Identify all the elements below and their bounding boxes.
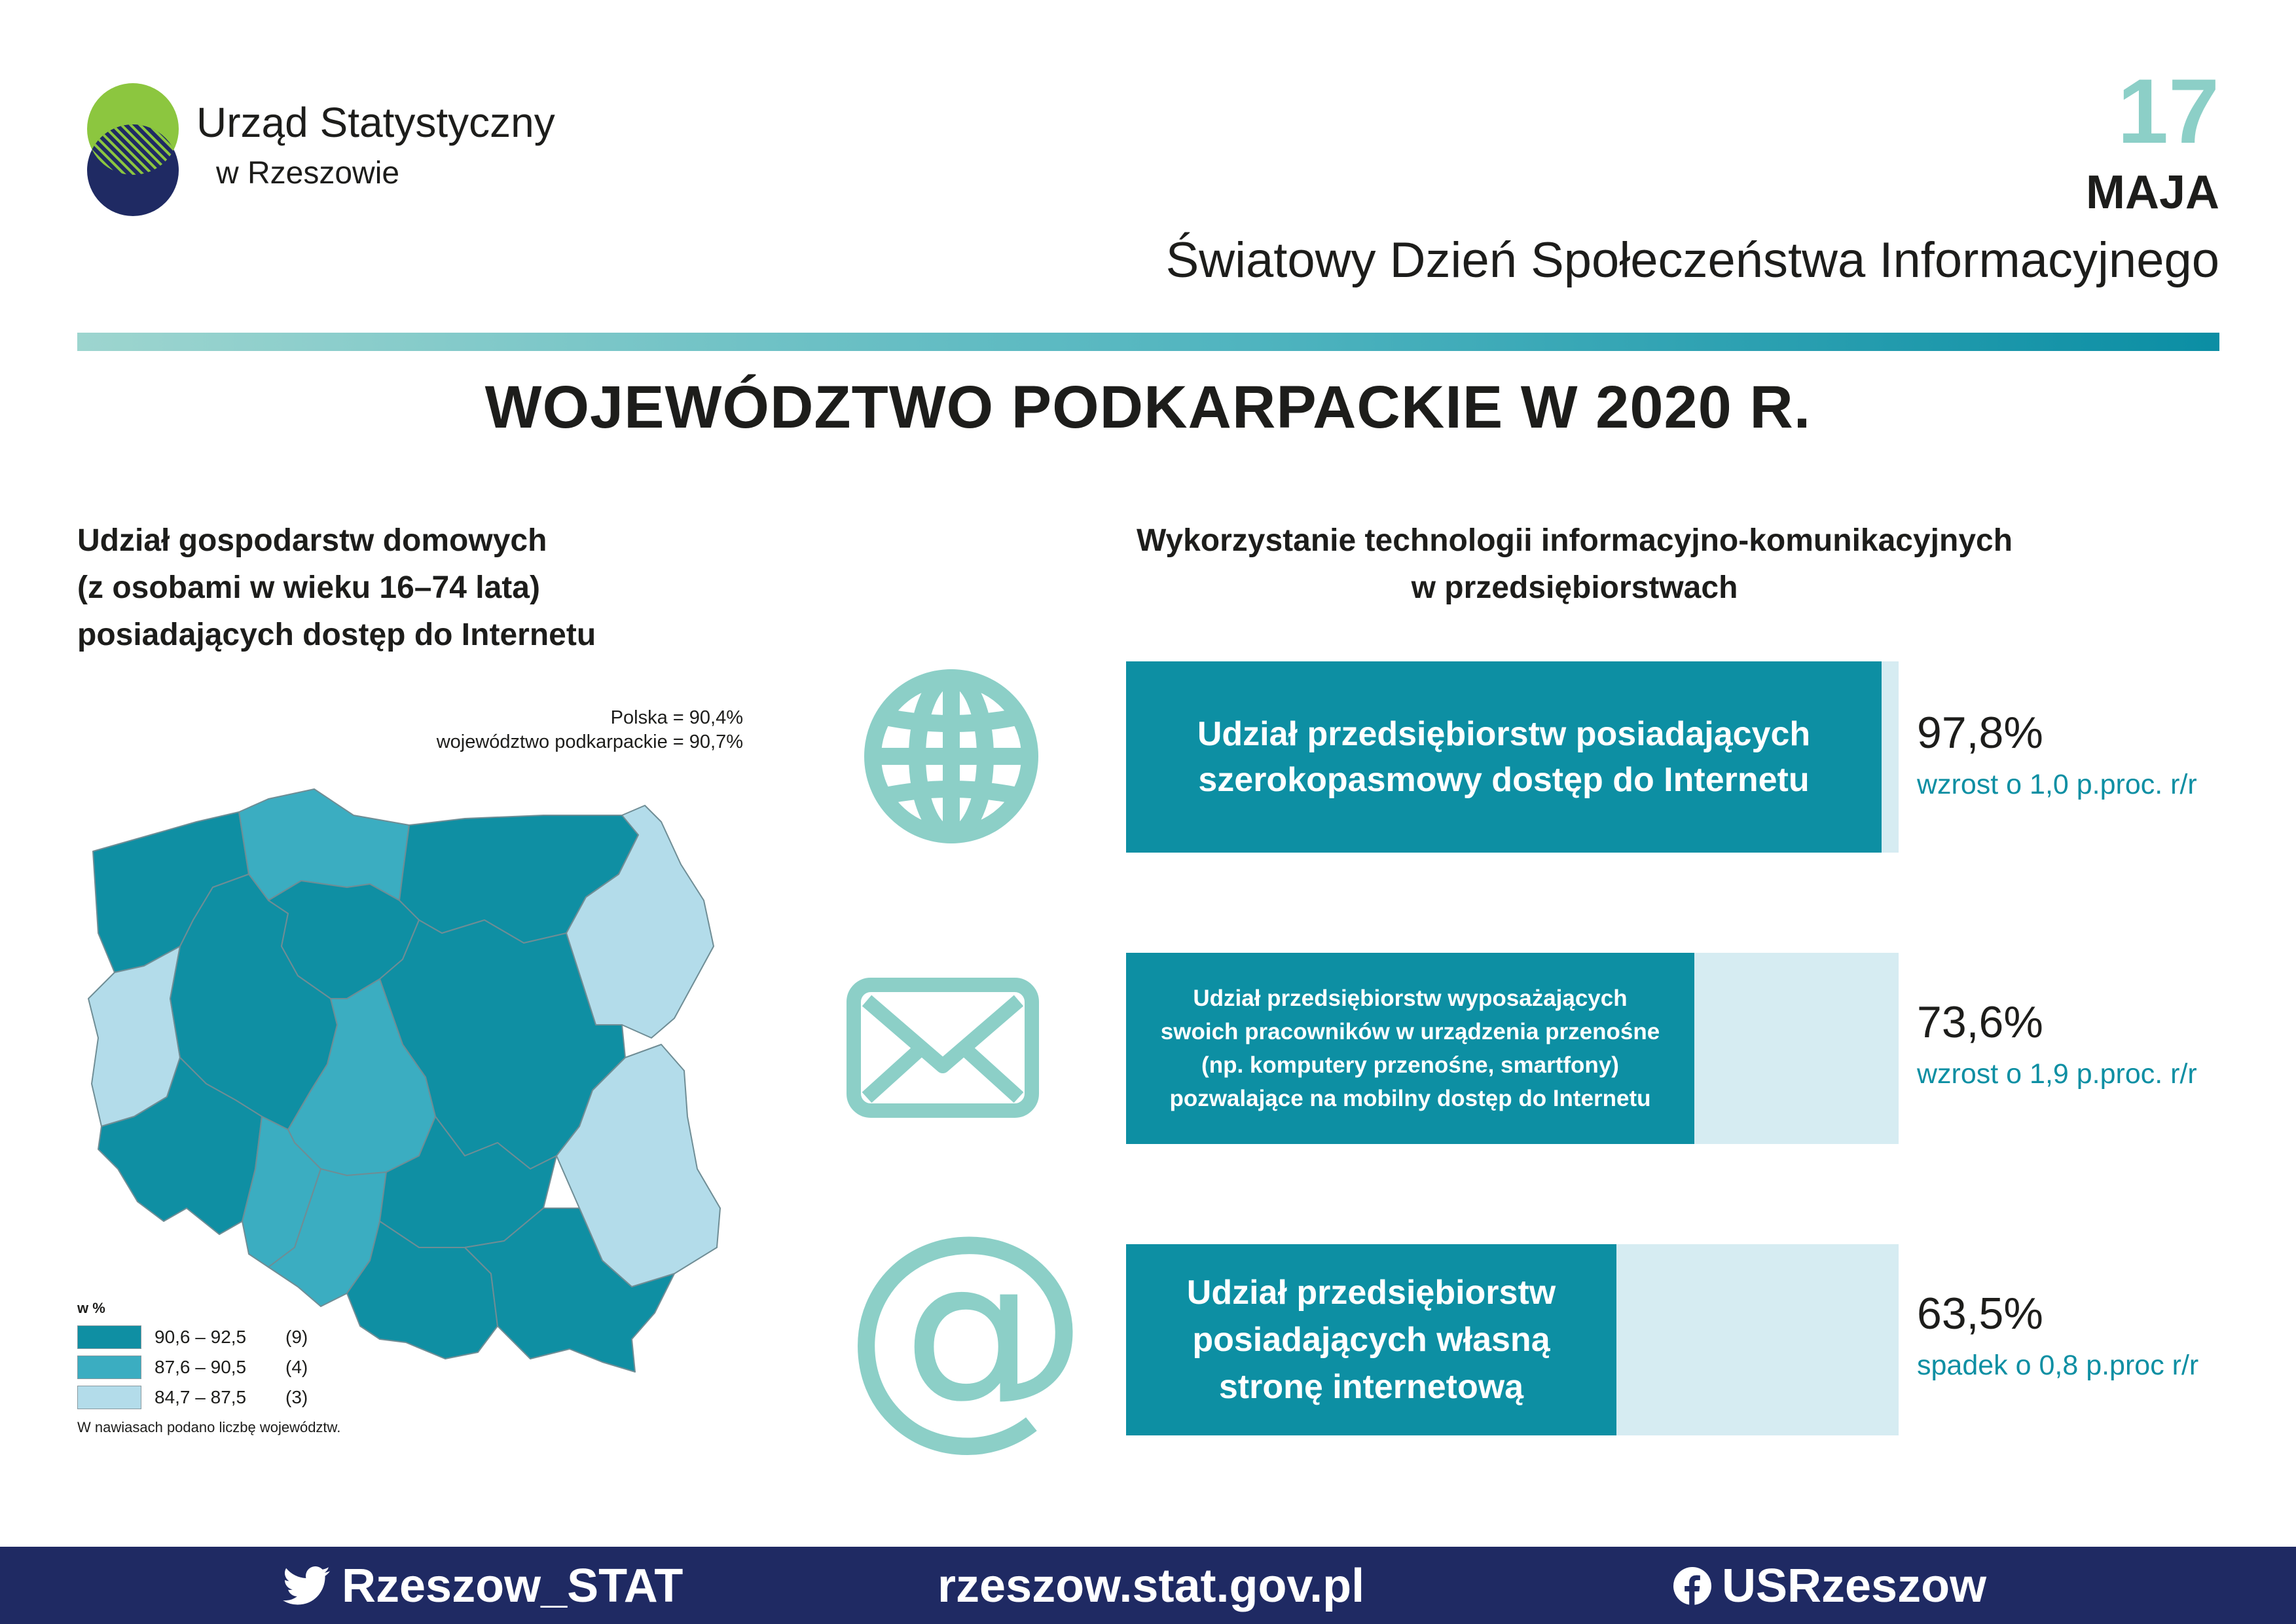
value-broadband: 97,8%	[1917, 708, 2043, 758]
globe-icon	[863, 661, 1040, 851]
value-mobile-devices: 73,6%	[1917, 997, 2043, 1047]
twitter-icon	[283, 1566, 330, 1606]
org-name: Urząd Statystyczny	[196, 99, 555, 146]
facebook-link[interactable]	[1673, 1555, 1986, 1617]
legend-swatch	[77, 1386, 141, 1409]
legend-range: 87,6 – 90,5	[155, 1357, 247, 1377]
bar-mobile-devices: Udział przedsiębiorstw wyposażających swoich pracowników w urządzenia przenośne (np. komputery przenośne, smartfony) pozwalające na mobilny dostęp do Internetu	[1126, 953, 1694, 1144]
legend-range: 84,7 – 87,5	[155, 1387, 247, 1407]
twitter-link[interactable]	[283, 1555, 683, 1617]
event-title: Światowy Dzień Społeczeństwa Informacyjnego	[1165, 232, 2219, 288]
map-heading: Udział gospodarstw domowych (z osobami w wieku 16–74 lata) posiadających dostęp do Internetu	[77, 523, 596, 652]
bar-broadband: Udział przedsiębiorstw posiadających szerokopasmowy dostęp do Internetu	[1126, 661, 1882, 853]
legend-count: (3)	[285, 1387, 308, 1407]
legend-row	[77, 1352, 340, 1382]
poland-line: Polska = 90,4%	[610, 707, 743, 728]
value-website: 63,5%	[1917, 1289, 2043, 1338]
legend-title: w %	[77, 1300, 105, 1316]
legend-count: (9)	[285, 1327, 308, 1347]
national-average	[437, 706, 743, 754]
region-line: województwo podkarpackie = 90,7%	[436, 731, 743, 752]
at-sign-icon: @	[841, 1181, 1090, 1471]
facebook-icon	[1673, 1567, 1711, 1605]
legend-range: 90,6 – 92,5	[155, 1327, 247, 1347]
change-website: spadek o 0,8 p.proc r/r	[1917, 1350, 2199, 1381]
legend-row	[77, 1322, 340, 1352]
legend-count: (4)	[285, 1357, 308, 1377]
envelope-icon	[845, 976, 1041, 1120]
bar-website: Udział przedsiębiorstw posiadających własną stronę internetową	[1126, 1244, 1616, 1435]
org-subtitle: w Rzeszowie	[216, 156, 400, 191]
page-title: WOJEWÓDZTWO PODKARPACKIE W 2020 R.	[484, 374, 1812, 441]
ict-heading: Wykorzystanie technologii informacyjno-komunikacyjnych w przedsiębiorstwach	[1136, 523, 2013, 605]
legend-row	[77, 1382, 340, 1412]
logo-icon	[77, 73, 221, 224]
map-legend	[77, 1300, 340, 1436]
website-link[interactable]: rzeszow.stat.gov.pl	[938, 1560, 1365, 1612]
twitter-handle: Rzeszow_STAT	[342, 1560, 683, 1612]
date-month: MAJA	[2085, 166, 2219, 219]
date-day: 17	[2117, 60, 2219, 162]
facebook-handle: USRzeszow	[1722, 1560, 1987, 1612]
legend-note: W nawiasach podano liczbę województw.	[77, 1419, 341, 1435]
poland-voivodeship-map	[72, 750, 753, 1385]
change-broadband: wzrost o 1,0 p.proc. r/r	[1917, 769, 2197, 800]
header-divider	[77, 333, 2219, 351]
legend-swatch	[77, 1356, 141, 1379]
change-mobile-devices: wzrost o 1,9 p.proc. r/r	[1917, 1058, 2197, 1090]
legend-swatch	[77, 1325, 141, 1349]
